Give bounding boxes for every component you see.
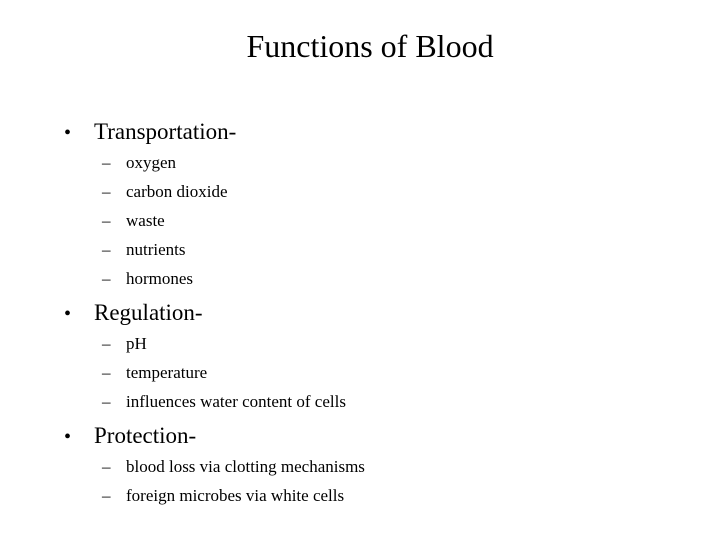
list-item <box>64 481 704 510</box>
dash-icon: – <box>102 269 111 288</box>
list-item-text: foreign microbes via white cells <box>126 486 345 505</box>
list-item-text: oxygen <box>126 153 177 172</box>
dash-icon: – <box>102 334 111 353</box>
section-heading: Transportation- <box>94 119 237 144</box>
dash-icon: – <box>102 392 111 411</box>
list-item-text: nutrients <box>126 240 186 259</box>
list-item <box>64 206 704 235</box>
sub-list <box>64 148 704 293</box>
list-item <box>64 329 704 358</box>
dash-icon: – <box>102 486 111 505</box>
list-item <box>64 387 704 416</box>
list-item <box>64 177 704 206</box>
dash-icon: – <box>102 457 111 476</box>
bullet-icon: • <box>64 426 72 448</box>
dash-icon: – <box>102 182 111 201</box>
list-item <box>64 235 704 264</box>
dash-icon: – <box>102 211 111 230</box>
section-transportation <box>64 116 704 293</box>
bullet-icon: • <box>64 122 72 144</box>
section-heading: Protection- <box>94 423 197 448</box>
section-heading: Regulation- <box>94 300 203 325</box>
section-heading-row <box>64 297 704 329</box>
list-item <box>64 264 704 293</box>
sub-list <box>64 329 704 416</box>
list-item-text: blood loss via clotting mechanisms <box>126 457 365 476</box>
dash-icon: – <box>102 153 111 172</box>
list-item-text: waste <box>126 211 165 230</box>
sub-list <box>64 452 704 510</box>
section-regulation <box>64 297 704 416</box>
bullet-icon: • <box>64 303 72 325</box>
list-item <box>64 148 704 177</box>
section-protection <box>64 420 704 510</box>
list-item-text: influences water content of cells <box>126 392 346 411</box>
list-item-text: carbon dioxide <box>126 182 228 201</box>
list-item <box>64 358 704 387</box>
dash-icon: – <box>102 240 111 259</box>
list-item <box>64 452 704 481</box>
list-item-text: hormones <box>126 269 194 288</box>
slide-content <box>64 116 704 514</box>
dash-icon: – <box>102 363 111 382</box>
list-item-text: pH <box>126 334 147 353</box>
section-heading-row <box>64 116 704 148</box>
list-item-text: temperature <box>126 363 208 382</box>
slide-title: Functions of Blood <box>246 28 494 64</box>
section-heading-row <box>64 420 704 452</box>
